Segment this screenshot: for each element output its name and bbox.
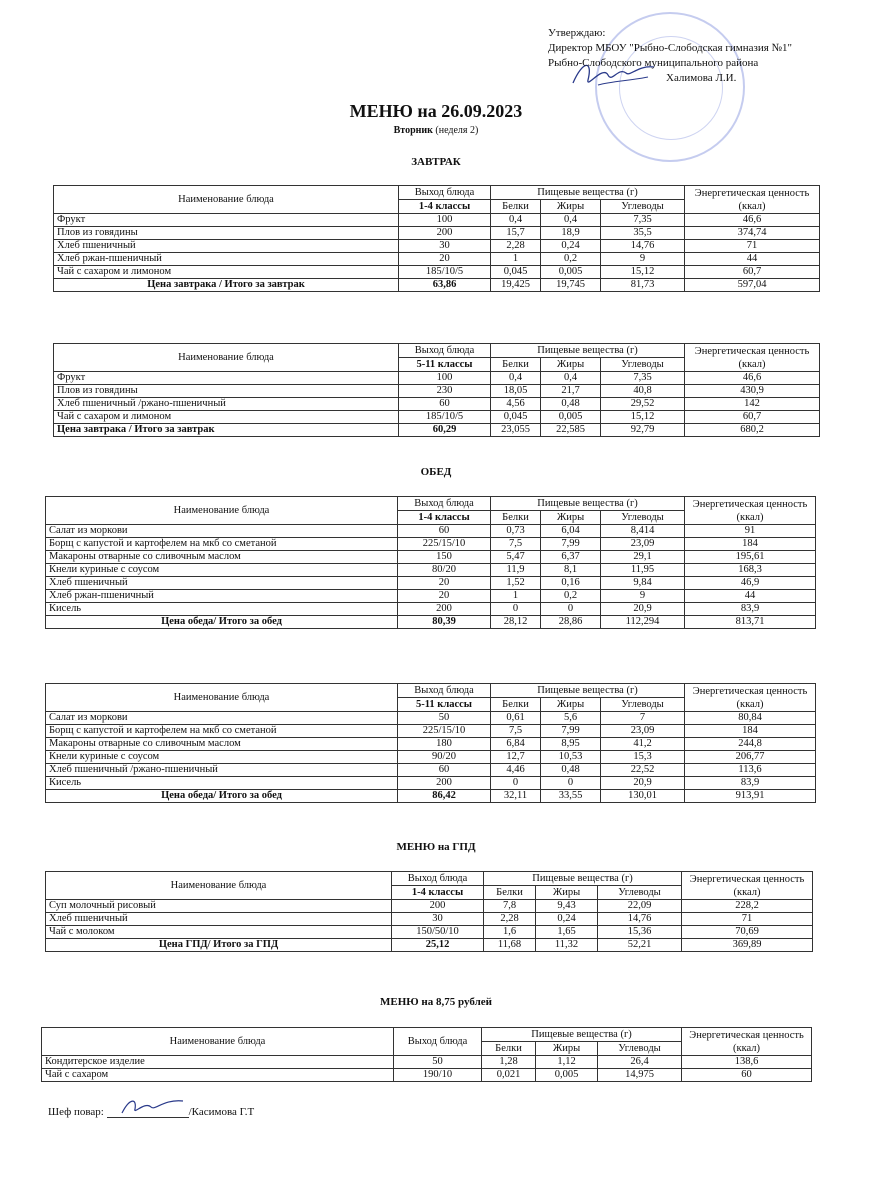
total-carbs: 92,79 xyxy=(601,424,685,437)
dish-proteins: 0,045 xyxy=(491,266,541,279)
dish-carbs: 41,2 xyxy=(601,738,685,751)
dish-output: 30 xyxy=(399,240,491,253)
section-breakfast-title: ЗАВТРАК xyxy=(411,156,461,168)
total-fats: 11,32 xyxy=(536,939,598,952)
dish-name: Хлеб ржан-пшеничный xyxy=(46,590,398,603)
dish-energy: 228,2 xyxy=(682,900,813,913)
dish-carbs: 11,95 xyxy=(601,564,685,577)
dish-proteins: 7,5 xyxy=(491,725,541,738)
total-label: Цена обеда/ Итого за обед xyxy=(46,790,398,803)
dish-proteins: 0,4 xyxy=(491,214,541,227)
dish-output: 200 xyxy=(399,227,491,240)
chef-label: Шеф повар: xyxy=(48,1106,104,1118)
dish-fats: 0,2 xyxy=(541,253,601,266)
dish-output: 20 xyxy=(399,253,491,266)
header-proteins: Белки xyxy=(491,698,541,712)
total-proteins: 32,11 xyxy=(491,790,541,803)
dish-proteins: 2,28 xyxy=(484,913,536,926)
total-energy: 597,04 xyxy=(685,279,820,292)
chef-signature xyxy=(107,1107,189,1118)
dish-output: 200 xyxy=(398,603,491,616)
dish-carbs: 15,36 xyxy=(598,926,682,939)
header-fats: Жиры xyxy=(536,1042,598,1056)
table-row xyxy=(46,738,816,751)
table-row xyxy=(54,253,820,266)
dish-name: Кисель xyxy=(46,603,398,616)
header-fats: Жиры xyxy=(541,200,601,214)
header-carbs: Углеводы xyxy=(598,886,682,900)
header-nutrients: Пищевые вещества (г) xyxy=(491,497,685,511)
dish-output: 100 xyxy=(399,372,491,385)
table-row xyxy=(46,603,816,616)
dish-proteins: 1 xyxy=(491,590,541,603)
dish-name: Плов из говядины xyxy=(54,385,399,398)
dish-carbs: 22,09 xyxy=(598,900,682,913)
dish-proteins: 12,7 xyxy=(491,751,541,764)
table-row xyxy=(54,385,820,398)
total-label: Цена завтрака / Итого за завтрак xyxy=(54,279,399,292)
section-gpd-title: МЕНЮ на ГПД xyxy=(396,841,476,853)
dish-carbs: 15,3 xyxy=(601,751,685,764)
dish-carbs: 23,09 xyxy=(601,538,685,551)
section-lunch-title: ОБЕД xyxy=(420,466,452,478)
extra-table xyxy=(41,1027,812,1082)
approval-district: Рыбно-Слободского муниципального района xyxy=(548,57,759,69)
dish-energy: 184 xyxy=(685,538,816,551)
dish-fats: 0,005 xyxy=(536,1069,598,1082)
dish-fats: 0,005 xyxy=(541,411,601,424)
dish-name: Фрукт xyxy=(54,372,399,385)
header-energy: Энергетическая ценность (ккал) xyxy=(685,344,820,372)
dish-fats: 0,4 xyxy=(541,214,601,227)
total-energy: 813,71 xyxy=(685,616,816,629)
dish-output: 50 xyxy=(394,1056,482,1069)
dish-output: 20 xyxy=(398,590,491,603)
dish-proteins: 0,73 xyxy=(491,525,541,538)
dish-name: Чай с сахаром и лимоном xyxy=(54,411,399,424)
page-title: МЕНЮ на 26.09.2023 xyxy=(349,101,523,121)
table-row xyxy=(54,227,820,240)
dish-carbs: 22,52 xyxy=(601,764,685,777)
dish-fats: 0,4 xyxy=(541,372,601,385)
dish-carbs: 14,975 xyxy=(598,1069,682,1082)
total-fats: 22,585 xyxy=(541,424,601,437)
header-proteins: Белки xyxy=(491,358,541,372)
dish-name: Чай с молоком xyxy=(46,926,392,939)
dish-name: Макароны отварные со сливочным маслом xyxy=(46,738,398,751)
dish-fats: 5,6 xyxy=(541,712,601,725)
table-row xyxy=(42,1069,812,1082)
dish-energy: 60 xyxy=(682,1069,812,1082)
dish-name: Хлеб пшеничный /ржано-пшеничный xyxy=(54,398,399,411)
total-label: Цена обеда/ Итого за обед xyxy=(46,616,398,629)
section-extra-title: МЕНЮ на 8,75 рублей xyxy=(380,996,492,1008)
table-row xyxy=(46,764,816,777)
table-row xyxy=(46,525,816,538)
dish-name: Хлеб ржан-пшеничный xyxy=(54,253,399,266)
dish-output: 185/10/5 xyxy=(399,266,491,279)
dish-proteins: 5,47 xyxy=(491,551,541,564)
dish-output: 150/50/10 xyxy=(392,926,484,939)
dish-carbs: 20,9 xyxy=(601,603,685,616)
dish-energy: 60,7 xyxy=(685,411,820,424)
dish-proteins: 7,5 xyxy=(491,538,541,551)
table-row xyxy=(46,777,816,790)
dish-energy: 91 xyxy=(685,525,816,538)
dish-carbs: 15,12 xyxy=(601,266,685,279)
dish-fats: 6,37 xyxy=(541,551,601,564)
dish-energy: 44 xyxy=(685,590,816,603)
header-proteins: Белки xyxy=(491,511,541,525)
dish-output: 20 xyxy=(398,577,491,590)
dish-carbs: 14,76 xyxy=(601,240,685,253)
total-row xyxy=(54,279,820,292)
dish-carbs: 23,09 xyxy=(601,725,685,738)
header-energy: Энергетическая ценность (ккал) xyxy=(685,497,816,525)
lunch-table-1-4 xyxy=(45,496,816,629)
dish-energy: 83,9 xyxy=(685,603,816,616)
chef-name: /Касимова Г.Т xyxy=(188,1106,255,1118)
total-label: Цена завтрака / Итого за завтрак xyxy=(54,424,399,437)
header-output: Выход блюда xyxy=(399,344,491,358)
dish-energy: 71 xyxy=(682,913,813,926)
dish-proteins: 1,52 xyxy=(491,577,541,590)
table-row xyxy=(54,214,820,227)
dish-fats: 0 xyxy=(541,603,601,616)
dish-output: 60 xyxy=(399,398,491,411)
header-energy: Энергетическая ценность (ккал) xyxy=(685,186,820,214)
header-name: Наименование блюда xyxy=(54,186,399,214)
dish-name: Чай с сахаром xyxy=(42,1069,394,1082)
dish-proteins: 0,4 xyxy=(491,372,541,385)
total-carbs: 52,21 xyxy=(598,939,682,952)
table-row xyxy=(46,577,816,590)
dish-proteins: 6,84 xyxy=(491,738,541,751)
dish-fats: 0,2 xyxy=(541,590,601,603)
header-carbs: Углеводы xyxy=(601,511,685,525)
dish-fats: 7,99 xyxy=(541,538,601,551)
dish-proteins: 18,05 xyxy=(491,385,541,398)
header-name: Наименование блюда xyxy=(46,872,392,900)
approval-signer: Халимова Л.И. xyxy=(666,72,737,84)
dish-name: Кондитерское изделие xyxy=(42,1056,394,1069)
table-row xyxy=(46,751,816,764)
table-row xyxy=(46,564,816,577)
dish-fats: 0,48 xyxy=(541,398,601,411)
dish-proteins: 4,56 xyxy=(491,398,541,411)
header-proteins: Белки xyxy=(482,1042,536,1056)
header-output: Выход блюда xyxy=(394,1028,482,1056)
dish-name: Салат из моркови xyxy=(46,525,398,538)
dish-proteins: 0,021 xyxy=(482,1069,536,1082)
dish-energy: 184 xyxy=(685,725,816,738)
header-energy: Энергетическая ценность (ккал) xyxy=(682,1028,812,1056)
dish-fats: 8,1 xyxy=(541,564,601,577)
table-row xyxy=(46,913,813,926)
total-proteins: 23,055 xyxy=(491,424,541,437)
gpd-table xyxy=(45,871,813,952)
dish-carbs: 29,1 xyxy=(601,551,685,564)
dish-fats: 0,16 xyxy=(541,577,601,590)
dish-carbs: 15,12 xyxy=(601,411,685,424)
total-proteins: 11,68 xyxy=(484,939,536,952)
dish-energy: 83,9 xyxy=(685,777,816,790)
header-nutrients: Пищевые вещества (г) xyxy=(482,1028,682,1042)
header-carbs: Углеводы xyxy=(601,358,685,372)
total-fats: 28,86 xyxy=(541,616,601,629)
dish-energy: 195,61 xyxy=(685,551,816,564)
header-output: Выход блюда xyxy=(398,684,491,698)
dish-output: 185/10/5 xyxy=(399,411,491,424)
total-carbs: 81,73 xyxy=(601,279,685,292)
dish-proteins: 1,28 xyxy=(482,1056,536,1069)
dish-fats: 0 xyxy=(541,777,601,790)
dish-fats: 0,24 xyxy=(541,240,601,253)
dish-fats: 1,12 xyxy=(536,1056,598,1069)
dish-name: Борщ с капустой и картофелем на мкб со сметаной xyxy=(46,538,398,551)
header-carbs: Углеводы xyxy=(601,200,685,214)
dish-proteins: 0,61 xyxy=(491,712,541,725)
header-grade: 5-11 классы xyxy=(399,358,491,372)
dish-output: 30 xyxy=(392,913,484,926)
dish-carbs: 7 xyxy=(601,712,685,725)
dish-fats: 0,005 xyxy=(541,266,601,279)
table-row xyxy=(54,411,820,424)
dish-fats: 0,24 xyxy=(536,913,598,926)
dish-output: 100 xyxy=(399,214,491,227)
dish-name: Кнели куриные с соусом xyxy=(46,751,398,764)
header-proteins: Белки xyxy=(484,886,536,900)
breakfast-table-5-11 xyxy=(53,343,820,437)
dish-output: 200 xyxy=(398,777,491,790)
dish-output: 180 xyxy=(398,738,491,751)
header-fats: Жиры xyxy=(541,511,601,525)
dish-output: 150 xyxy=(398,551,491,564)
header-grade: 1-4 классы xyxy=(392,886,484,900)
dish-carbs: 29,52 xyxy=(601,398,685,411)
table-row xyxy=(46,725,816,738)
dish-energy: 142 xyxy=(685,398,820,411)
header-nutrients: Пищевые вещества (г) xyxy=(491,344,685,358)
week-label: (неделя 2) xyxy=(435,125,479,136)
approval-director: Директор МБОУ "Рыбно-Слободская гимназия №1" xyxy=(548,42,793,54)
dish-fats: 0,48 xyxy=(541,764,601,777)
dish-proteins: 4,46 xyxy=(491,764,541,777)
header-fats: Жиры xyxy=(541,358,601,372)
header-name: Наименование блюда xyxy=(46,497,398,525)
dish-fats: 7,99 xyxy=(541,725,601,738)
total-proteins: 19,425 xyxy=(491,279,541,292)
dish-energy: 46,9 xyxy=(685,577,816,590)
dish-carbs: 20,9 xyxy=(601,777,685,790)
dish-fats: 6,04 xyxy=(541,525,601,538)
dish-energy: 46,6 xyxy=(685,214,820,227)
table-row xyxy=(46,590,816,603)
total-carbs: 112,294 xyxy=(601,616,685,629)
dish-carbs: 14,76 xyxy=(598,913,682,926)
total-energy: 369,89 xyxy=(682,939,813,952)
dish-output: 60 xyxy=(398,764,491,777)
dish-carbs: 8,414 xyxy=(601,525,685,538)
dish-fats: 9,43 xyxy=(536,900,598,913)
table-row xyxy=(46,538,816,551)
header-nutrients: Пищевые вещества (г) xyxy=(491,684,685,698)
dish-fats: 8,95 xyxy=(541,738,601,751)
dish-energy: 244,8 xyxy=(685,738,816,751)
table-row xyxy=(46,900,813,913)
header-name: Наименование блюда xyxy=(42,1028,394,1056)
chef-signature-line xyxy=(48,1106,254,1118)
dish-name: Фрукт xyxy=(54,214,399,227)
header-grade: 1-4 классы xyxy=(399,200,491,214)
dish-name: Салат из моркови xyxy=(46,712,398,725)
header-grade: 5-11 классы xyxy=(398,698,491,712)
total-fats: 19,745 xyxy=(541,279,601,292)
dish-energy: 71 xyxy=(685,240,820,253)
total-row xyxy=(54,424,820,437)
dish-output: 60 xyxy=(398,525,491,538)
table-row xyxy=(46,926,813,939)
dish-carbs: 7,35 xyxy=(601,372,685,385)
dish-proteins: 1,6 xyxy=(484,926,536,939)
dish-fats: 10,53 xyxy=(541,751,601,764)
table-row xyxy=(46,551,816,564)
dish-fats: 1,65 xyxy=(536,926,598,939)
dish-energy: 138,6 xyxy=(682,1056,812,1069)
dish-energy: 70,69 xyxy=(682,926,813,939)
total-carbs: 130,01 xyxy=(601,790,685,803)
total-price: 63,86 xyxy=(399,279,491,292)
page-subtitle xyxy=(0,125,872,136)
dish-proteins: 0 xyxy=(491,603,541,616)
table-row xyxy=(46,712,816,725)
dish-fats: 21,7 xyxy=(541,385,601,398)
header-name: Наименование блюда xyxy=(46,684,398,712)
breakfast-table-1-4 xyxy=(53,185,820,292)
dish-carbs: 9,84 xyxy=(601,577,685,590)
dish-output: 225/15/10 xyxy=(398,538,491,551)
dish-name: Кнели куриные с соусом xyxy=(46,564,398,577)
dish-energy: 374,74 xyxy=(685,227,820,240)
dish-output: 200 xyxy=(392,900,484,913)
dish-name: Макароны отварные со сливочным маслом xyxy=(46,551,398,564)
total-row xyxy=(46,939,813,952)
dish-proteins: 15,7 xyxy=(491,227,541,240)
header-output: Выход блюда xyxy=(392,872,484,886)
dish-energy: 113,6 xyxy=(685,764,816,777)
total-energy: 680,2 xyxy=(685,424,820,437)
dish-carbs: 40,8 xyxy=(601,385,685,398)
dish-name: Чай с сахаром и лимоном xyxy=(54,266,399,279)
table-row xyxy=(54,240,820,253)
dish-carbs: 35,5 xyxy=(601,227,685,240)
dish-name: Хлеб пшеничный xyxy=(54,240,399,253)
header-grade: 1-4 классы xyxy=(398,511,491,525)
dish-energy: 80,84 xyxy=(685,712,816,725)
header-name: Наименование блюда xyxy=(54,344,399,372)
header-fats: Жиры xyxy=(541,698,601,712)
dish-name: Хлеб пшеничный xyxy=(46,913,392,926)
total-proteins: 28,12 xyxy=(491,616,541,629)
dish-name: Кисель xyxy=(46,777,398,790)
dish-carbs: 26,4 xyxy=(598,1056,682,1069)
dish-proteins: 0 xyxy=(491,777,541,790)
dish-output: 190/10 xyxy=(394,1069,482,1082)
dish-name: Хлеб пшеничный /ржано-пшеничный xyxy=(46,764,398,777)
dish-energy: 46,6 xyxy=(685,372,820,385)
total-row xyxy=(46,616,816,629)
dish-carbs: 9 xyxy=(601,253,685,266)
dish-energy: 430,9 xyxy=(685,385,820,398)
dish-carbs: 9 xyxy=(601,590,685,603)
dish-proteins: 0,045 xyxy=(491,411,541,424)
dish-output: 230 xyxy=(399,385,491,398)
dish-name: Хлеб пшеничный xyxy=(46,577,398,590)
dish-proteins: 2,28 xyxy=(491,240,541,253)
header-nutrients: Пищевые вещества (г) xyxy=(484,872,682,886)
dish-energy: 206,77 xyxy=(685,751,816,764)
dish-energy: 60,7 xyxy=(685,266,820,279)
dish-name: Суп молочный рисовый xyxy=(46,900,392,913)
header-output: Выход блюда xyxy=(398,497,491,511)
dish-output: 90/20 xyxy=(398,751,491,764)
header-nutrients: Пищевые вещества (г) xyxy=(491,186,685,200)
approval-block xyxy=(548,26,792,86)
table-row xyxy=(54,372,820,385)
dish-output: 80/20 xyxy=(398,564,491,577)
header-carbs: Углеводы xyxy=(601,698,685,712)
dish-output: 225/15/10 xyxy=(398,725,491,738)
approval-label: Утверждаю: xyxy=(548,27,606,39)
total-price: 80,39 xyxy=(398,616,491,629)
day-name: Вторник xyxy=(393,125,433,136)
dish-energy: 44 xyxy=(685,253,820,266)
header-energy: Энергетическая ценность (ккал) xyxy=(685,684,816,712)
total-energy: 913,91 xyxy=(685,790,816,803)
dish-proteins: 11,9 xyxy=(491,564,541,577)
dish-proteins: 7,8 xyxy=(484,900,536,913)
dish-name: Плов из говядины xyxy=(54,227,399,240)
total-price: 25,12 xyxy=(392,939,484,952)
dish-carbs: 7,35 xyxy=(601,214,685,227)
dish-fats: 18,9 xyxy=(541,227,601,240)
table-row xyxy=(54,398,820,411)
header-carbs: Углеводы xyxy=(598,1042,682,1056)
total-row xyxy=(46,790,816,803)
total-price: 60,29 xyxy=(399,424,491,437)
total-fats: 33,55 xyxy=(541,790,601,803)
header-output: Выход блюда xyxy=(399,186,491,200)
header-energy: Энергетическая ценность (ккал) xyxy=(682,872,813,900)
dish-output: 50 xyxy=(398,712,491,725)
table-row xyxy=(42,1056,812,1069)
dish-energy: 168,3 xyxy=(685,564,816,577)
dish-proteins: 1 xyxy=(491,253,541,266)
table-row xyxy=(54,266,820,279)
header-fats: Жиры xyxy=(536,886,598,900)
dish-name: Борщ с капустой и картофелем на мкб со сметаной xyxy=(46,725,398,738)
total-label: Цена ГПД/ Итого за ГПД xyxy=(46,939,392,952)
lunch-table-5-11 xyxy=(45,683,816,803)
header-proteins: Белки xyxy=(491,200,541,214)
total-price: 86,42 xyxy=(398,790,491,803)
